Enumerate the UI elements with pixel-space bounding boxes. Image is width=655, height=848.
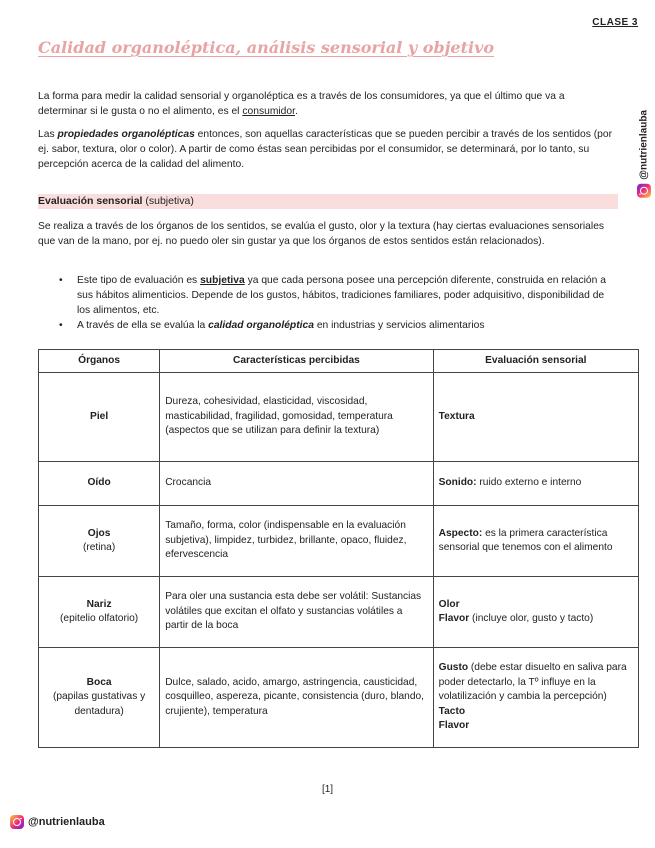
table-row <box>39 462 639 506</box>
organs-table <box>38 349 639 748</box>
table-row <box>39 577 639 648</box>
organ-characteristics: Crocancia <box>160 462 433 506</box>
instagram-icon <box>637 184 651 198</box>
section-heading: Evaluación sensorial (subjetiva) <box>38 194 618 209</box>
footer-handle: @nutrienlauba <box>10 815 105 829</box>
organ-name: Nariz <box>86 598 112 610</box>
header-evaluation: Evaluación sensorial <box>433 350 638 373</box>
organ-subtitle: (papilas gustativas y dentadura) <box>52 691 146 717</box>
paragraph-properties: Las propiedades organolépticas entonces, son aquellas características que se pueden percibir a través de los sentidos (por ej. sabor, textura, olor o color). A partir de como éstas sean percibidas por el consumidor, se determinará, por lo tanto, su percepción acerca de la calidad del alimento. <box>38 129 613 170</box>
instagram-icon <box>10 815 24 829</box>
table-header-row <box>39 350 639 373</box>
organ-evaluation: Olor Flavor (incluye olor, gusto y tacto) <box>433 577 638 648</box>
organ-name: Boca <box>86 676 112 688</box>
paragraph-intro: La forma para medir la calidad sensorial y organoléptica es a través de los consumidores, ya que el último que va a determinar si le gusta o no el alimento, es el consumidor. <box>38 91 565 117</box>
consumidor-term: consumidor <box>242 106 295 117</box>
list-item: • A través de ella se evalúa la calidad organoléptica en industrias y servicios alimentarios <box>57 318 617 333</box>
table-row <box>39 648 639 748</box>
organ-name: Oído <box>87 477 111 489</box>
header-characteristics: Características percibidas <box>160 350 433 373</box>
class-label: CLASE 3 <box>592 17 638 28</box>
organ-evaluation: Sonido: ruido externo e interno <box>433 462 638 506</box>
organ-characteristics: Para oler una sustancia esta debe ser volátil: Sustancias volátiles que excitan el olfato y sustancias volátiles a partir de la boca <box>160 577 433 648</box>
page-title: Calidad organoléptica, análisis sensorial y objetivo <box>38 38 495 57</box>
organ-characteristics: Dulce, salado, acido, amargo, astringencia, causticidad, cosquilleo, aspereza, picante, consistencia (duro, blando, crujiente), temperatura <box>160 648 433 748</box>
list-item: • Este tipo de evaluación es subjetiva ya que cada persona posee una percepción diferente, construida en relación a sus hábitos alimenticios. Depende de los gustos, hábitos, tradiciones familiares, poder adquisitivo, disponibilidad de los alimentos, etc. <box>57 273 617 318</box>
organ-characteristics: Dureza, cohesividad, elasticidad, viscosidad, masticabilidad, fragilidad, gomosidad, temperatura (aspectos que se utilizan para definir la textura) <box>160 373 433 462</box>
organ-characteristics: Tamaño, forma, color (indispensable en la evaluación subjetiva), limpidez, turbidez, brillante, opaco, fluidez, efervescencia <box>160 506 433 577</box>
organ-evaluation: Textura <box>433 373 638 462</box>
organ-name: Ojos <box>87 527 111 539</box>
table-row <box>39 373 639 462</box>
side-handle: @nutrienlauba <box>637 110 651 198</box>
header-organs: Órganos <box>39 350 160 373</box>
paragraph-sensorial: Se realiza a través de los órganos de los sentidos, se evalúa el gusto, olor y la textura (hay ciertas evaluaciones sensoriales que van de la mano, por ej. no puedo oler sin gustar ya que los órganos de estos sentidos están relacionados). <box>38 221 605 247</box>
table-row <box>39 506 639 577</box>
organ-evaluation: Aspecto: es la primera característica sensorial que tenemos con el alimento <box>433 506 638 577</box>
organ-subtitle: (retina) <box>82 542 116 553</box>
page-number: [1] <box>321 784 334 795</box>
bullet-list <box>57 273 617 333</box>
organ-name: Piel <box>90 410 109 422</box>
organ-evaluation: Gusto (debe estar disuelto en saliva para poder detectarlo, la Tº influye en la volatilización y cambia la percepción) Tacto Flavor <box>433 648 638 748</box>
organ-subtitle: (epitelio olfatorio) <box>60 613 139 624</box>
properties-term: propiedades organolépticas <box>57 129 195 140</box>
